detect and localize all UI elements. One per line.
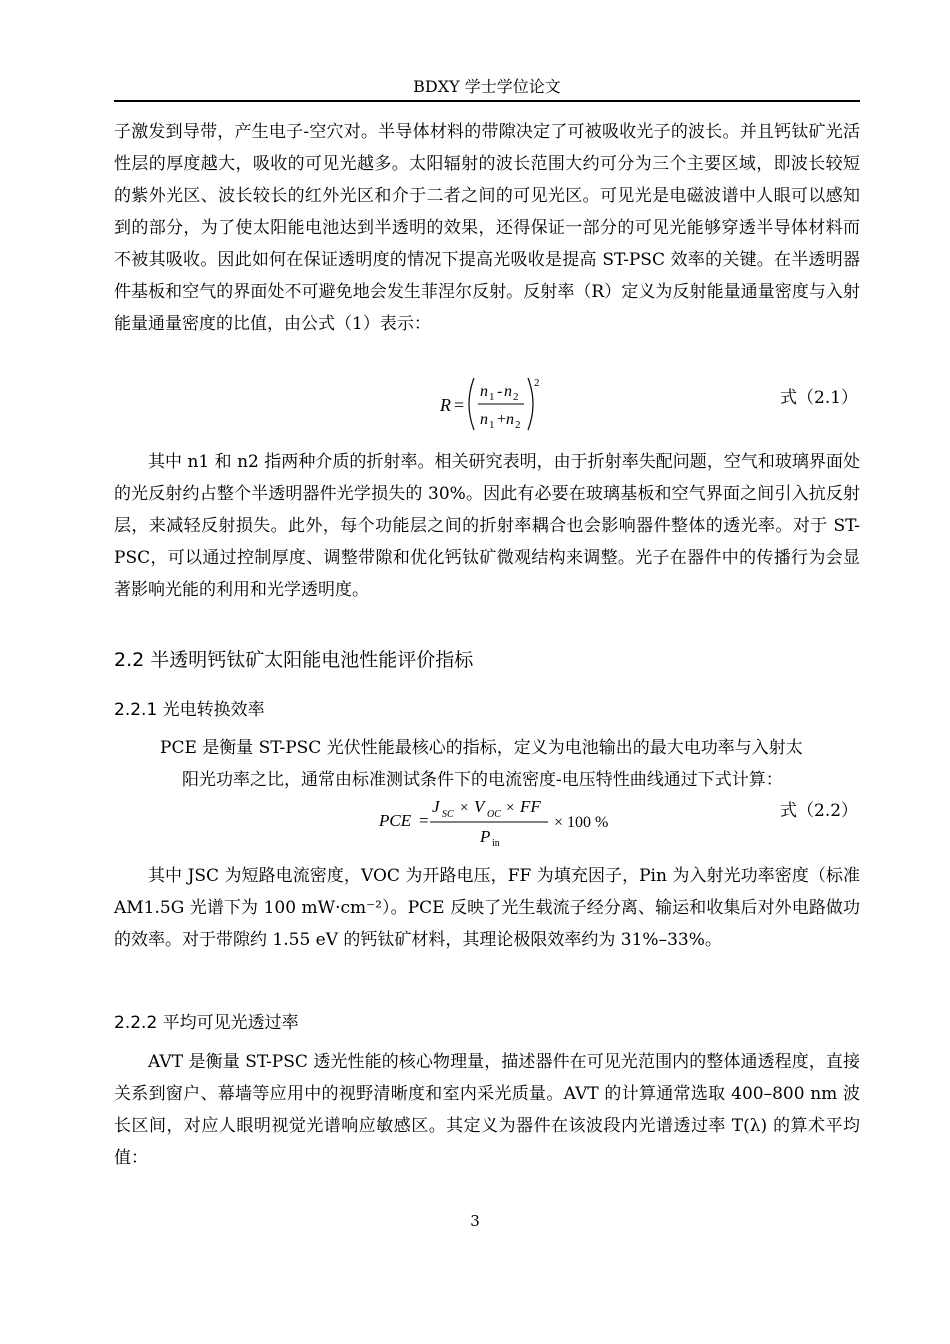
paragraph-pce-definition: 其中 JSC 为短路电流密度，VOC 为开路电压，FF 为填充因子，Pin 为入射光功率密度（标准 AM1.5G 光谱下为 100 mW·cm⁻²）。PCE 反映了光生载流子经分离、输运和收集后对外电路做功的效率。对于带隙约 1.55 eV 的钙钛矿材料，其理论极限效率约为 31%–33%。 [114, 866, 860, 950]
paragraph-avt: AVT 是衡量 ST-PSC 透光性能的核心物理量，描述器件在可见光范围内的整体通透程度，直接关系到窗户、幕墙等应用中的视野清晰度和室内采光质量。AVT 的计算通常选取 400–800 nm 波长区间，对应人眼明视觉光谱响应敏感区。其定义为器件在该波段内光谱透过率 T(λ) 的算术平均值： [114, 1052, 860, 1168]
paragraph-refractive-index: 其中 n1 和 n2 指两种介质的折射率。相关研究表明，由于折射率失配问题，空气和玻璃界面处的光反射约占整个半透明器件光学损失的 30%。因此有必要在玻璃基板和空气界面之间引入抗反射层，来减轻反射损失。此外，每个功能层之间的折射率耦合也会影响器件整体的透光率。对于 ST-PSC，可以通过控制厚度、调整带隙和优化钙钛矿微观结构来调整。光子在器件中的传播行为会显著影响光能的利用和光学透明度。 [114, 452, 860, 600]
eq1-den-op: + [497, 411, 507, 428]
eq1-den-a-sub: 1 [489, 419, 495, 431]
eq2-times-1: × [460, 800, 469, 816]
eq1-lhs: R [440, 395, 451, 415]
subsection-heading-2-2-1: 2.2.1 光电转换效率 [114, 700, 265, 720]
equation-reflectance [436, 372, 566, 436]
section-heading-2-2: 2.2 半透明钙钛矿太阳能电池性能评价指标 [114, 649, 474, 671]
subsection-heading-2-2-2: 2.2.2 平均可见光透过率 [114, 1013, 299, 1033]
eq2-J: J [432, 797, 440, 816]
equation-pce [376, 792, 626, 852]
equation-label-2-1: 式（2.1） [780, 388, 859, 408]
eq2-equals: = [419, 811, 429, 830]
eq2-times-2: × [506, 800, 515, 816]
eq1-num-a-sub: 1 [489, 391, 495, 403]
eq2-lhs: PCE [379, 811, 412, 830]
running-header: BDXY 学士学位论文 [413, 77, 561, 96]
pce-intro-line-2: 阳光功率之比，通常由标准测试条件下的电流密度-电压特性曲线通过下式计算： [182, 770, 783, 790]
eq1-num-a: n [480, 383, 488, 400]
paragraph-reflection: 子激发到导带，产生电子-空穴对。半导体材料的带隙决定了可被吸收光子的波长。并且钙钛矿光活性层的厚度越大，吸收的可见光越多。太阳辐射的波长范围大约可分为三个主要区域，即波长较短的紫外光区、波长较长的红外光区和介于二者之间的可见光区。可见光是电磁波谱中人眼可以感知到的部分，为了使太阳能电池达到半透明的效果，还得保证一部分的可见光能够穿透半导体材料而不被其吸收。因此如何在保证透明度的情况下提高光吸收是提高 ST-PSC 效率的关键。在半透明器件基板和空气的界面处不可避免地会发生菲涅尔反射。反射率（R）定义为反射能量通量密度与入射能量通量密度的比值，由公式（1）表示： [114, 122, 860, 334]
pce-intro-line-1: PCE 是衡量 ST-PSC 光伏性能最核心的指标，定义为电池输出的最大电功率与入射太 [160, 738, 803, 758]
eq1-right-paren [528, 378, 533, 430]
eq2-J-sub: SC [442, 809, 454, 820]
eq2-V: V [474, 797, 485, 816]
eq2-tail: × 100 % [554, 814, 609, 831]
eq2-FF: FF [520, 797, 541, 816]
eq1-equals: = [454, 395, 465, 415]
eq1-den-a: n [480, 411, 488, 428]
eq2-P-sub: in [492, 838, 500, 849]
eq1-num-b: n [504, 383, 512, 400]
eq1-left-paren [469, 378, 474, 430]
eq2-P: P [480, 827, 491, 846]
eq2-V-sub: OC [487, 809, 501, 820]
eq1-num-op: - [497, 383, 503, 400]
equation-label-2-2: 式（2.2） [780, 801, 859, 821]
eq1-den-b-sub: 2 [515, 419, 521, 431]
eq1-den-b: n [506, 411, 514, 428]
eq1-num-b-sub: 2 [513, 391, 519, 403]
page-number: 3 [470, 1212, 480, 1230]
paragraph-pce-intro [160, 732, 860, 796]
header-rule [114, 100, 860, 102]
eq1-exponent: 2 [534, 377, 540, 389]
